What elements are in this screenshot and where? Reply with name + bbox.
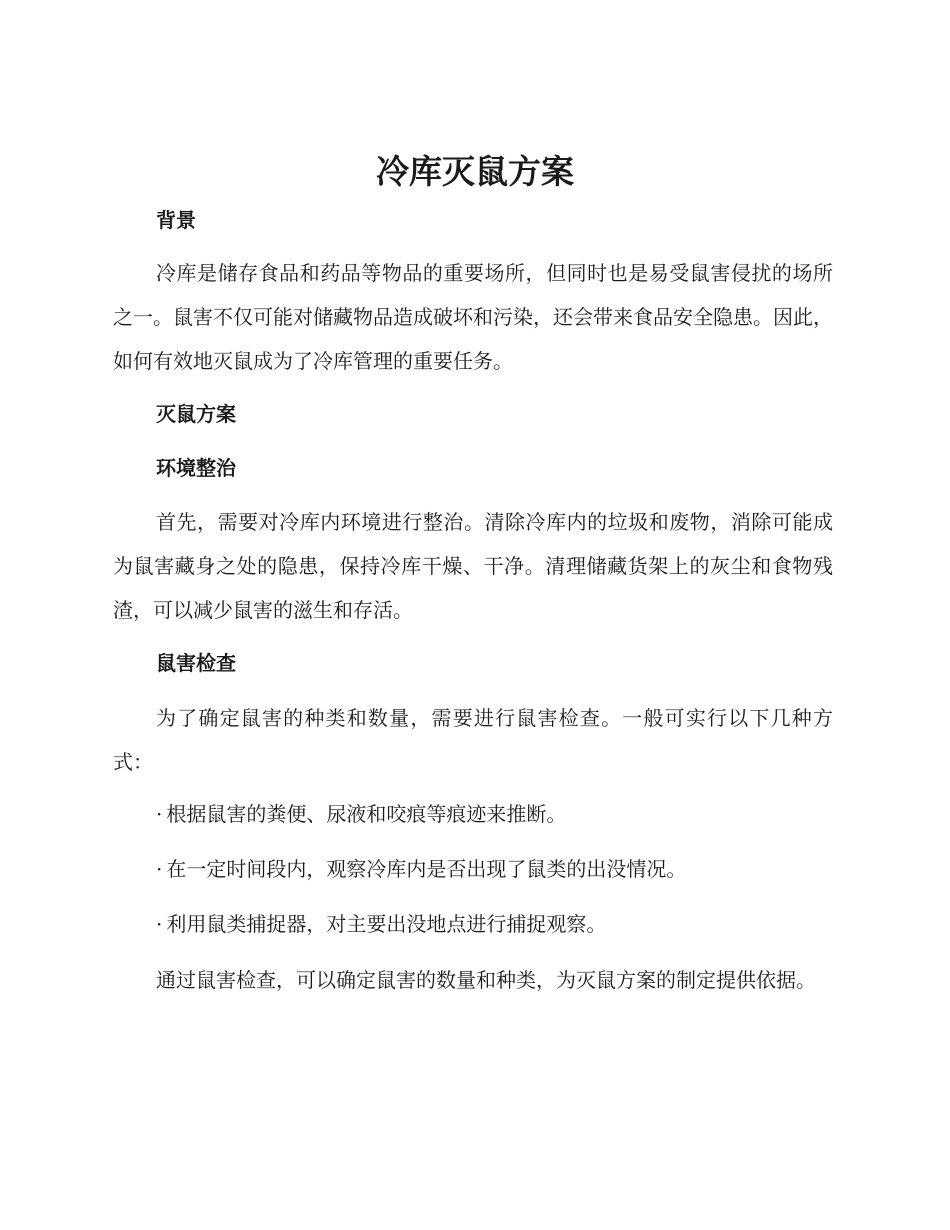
list-item-text: 在一定时间段内，观察冷库内是否出现了鼠类的出没情况。 bbox=[166, 857, 687, 881]
paragraph-conclusion: 通过鼠害检查，可以确定鼠害的数量和种类，为灭鼠方案的制定提供依据。 bbox=[156, 968, 816, 992]
heading-plan: 灭鼠方案 bbox=[156, 402, 236, 426]
document-title: 冷库灭鼠方案 bbox=[376, 152, 574, 191]
heading-environment: 环境整治 bbox=[156, 456, 236, 480]
bullet-marker: · bbox=[156, 802, 163, 826]
list-item bbox=[156, 854, 836, 884]
heading-background: 背景 bbox=[156, 208, 196, 232]
paragraph-inspection: 为了确定鼠害的种类和数量，需要进行鼠害检查。一般可实行以下几种方式： bbox=[113, 706, 833, 774]
paragraph-background: 冷库是储存食品和药品等物品的重要场所，但同时也是易受鼠害侵扰的场所之一。鼠害不仅可能对储藏物品造成破坏和污染，还会带来食品安全隐患。因此，如何有效地灭鼠成为了冷库管理的重要任务。 bbox=[113, 261, 833, 373]
bullet-marker: · bbox=[156, 857, 163, 881]
paragraph-environment: 首先，需要对冷库内环境进行整治。清除冷库内的垃圾和废物，消除可能成为鼠害藏身之处的隐患，保持冷库干燥、干净。清理储藏货架上的灰尘和食物残渣，可以减少鼠害的滋生和存活。 bbox=[113, 510, 833, 622]
bullet-marker: · bbox=[156, 912, 163, 936]
list-item bbox=[156, 909, 836, 939]
heading-inspection: 鼠害检查 bbox=[156, 651, 236, 675]
list-item-text: 根据鼠害的粪便、尿液和咬痕等痕迹来推断。 bbox=[166, 802, 567, 826]
list-item-text: 利用鼠类捕捉器，对主要出没地点进行捕捉观察。 bbox=[166, 912, 607, 936]
list-item bbox=[156, 799, 836, 829]
